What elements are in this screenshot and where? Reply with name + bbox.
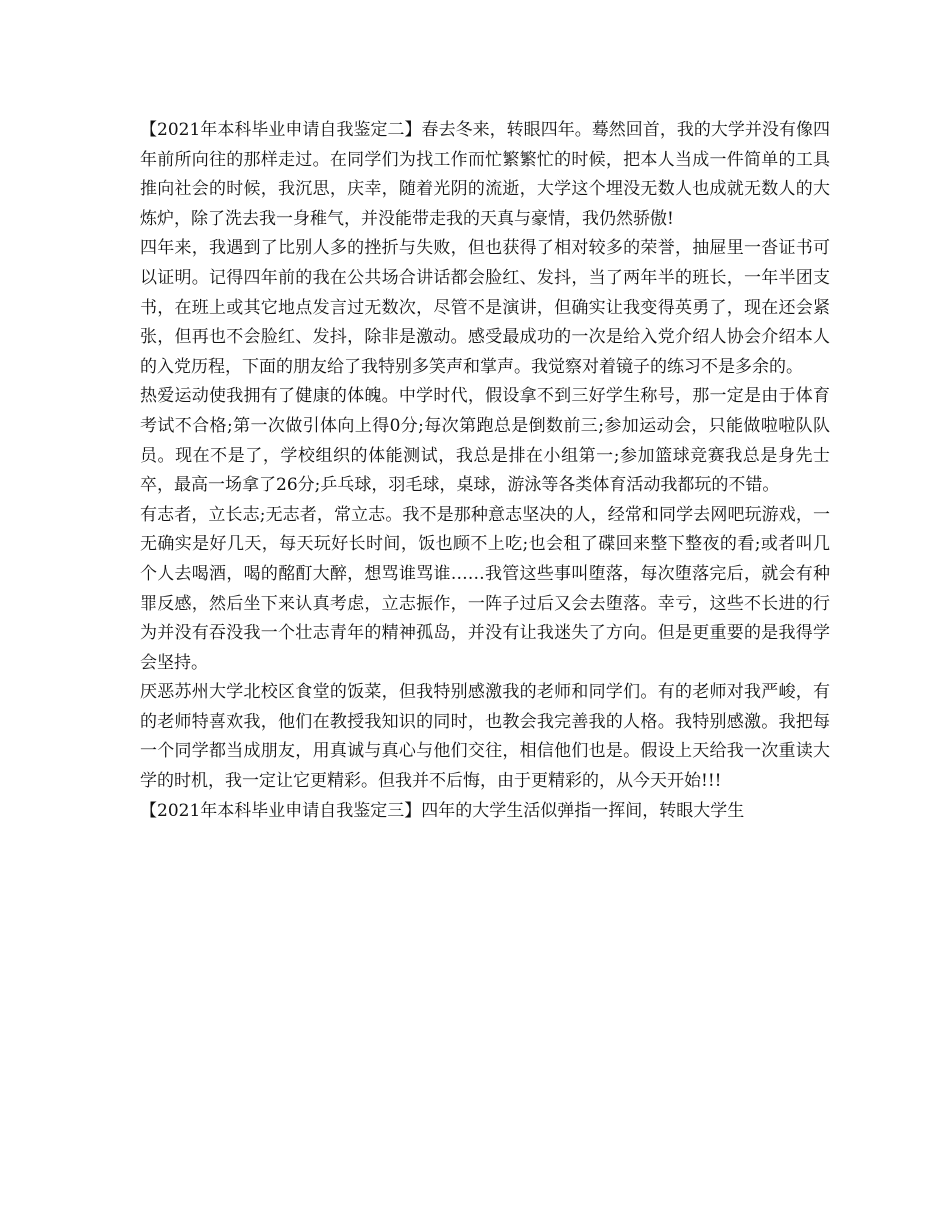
paragraph-3: 热爱运动使我拥有了健康的体魄。中学时代，假设拿不到三好学生称号，那一定是由于体育考试不合格;第一次做引体向上得0分;每次第跑总是倒数前三;参加运动会，只能做啦啦队队员。现在不是了，学校组织的体能测试，我总是排在小组第一;参加篮球竞赛我总是身先士卒，最高一场拿了26分;乒乓球，羽毛球，桌球，游泳等各类体育活动我都玩的不错。	[140, 386, 830, 496]
paragraph-4: 有志者，立长志;无志者，常立志。我不是那种意志坚决的人，经常和同学去网吧玩游戏，一无确实是好几天，每天玩好长时间，饭也顾不上吃;也会租了碟回来整下整夜的看;或者叫几个人去喝酒，喝的酩酊大醉，想骂谁骂谁……我管这些事叫堕落，每次堕落完后，就会有种罪反感，然后坐下来认真考虑，立志振作，一阵子过后又会去堕落。幸亏，这些不长进的行为并没有吞没我一个壮志青年的精神孤岛，并没有让我迷失了方向。但是更重要的是我得学会坚持。	[140, 504, 830, 673]
document-body	[140, 116, 830, 826]
paragraph-1: 【2021年本科毕业申请自我鉴定二】春去冬来，转眼四年。蓦然回首，我的大学并没有像四年前所向往的那样走过。在同学们为找工作而忙繁繁忙的时候，把本人当成一件简单的工具推向社会的时候，我沉思，庆幸，随着光阴的流逝，大学这个埋没无数人也成就无数人的大炼炉，除了洗去我一身稚气，并没能带走我的天真与豪情，我仍然骄傲!	[140, 120, 830, 229]
paragraph-2: 四年来，我遇到了比别人多的挫折与失败，但也获得了相对较多的荣誉，抽屉里一沓证书可以证明。记得四年前的我在公共场合讲话都会脸红、发抖，当了两年半的班长，一年半团支书，在班上或其它地点发言过无数次，尽管不是演讲，但确实让我变得英勇了，现在还会紧张，但再也不会脸红、发抖，除非是激动。感受最成功的一次是给入党介绍人协会介绍本人的入党历程，下面的朋友给了我特别多笑声和掌声。我觉察对着镜子的练习不是多余的。	[140, 238, 830, 377]
paragraph-6: 【2021年本科毕业申请自我鉴定三】四年的大学生活似弹指一挥间，转眼大学生	[140, 800, 745, 821]
paragraph-5: 厌恶苏州大学北校区食堂的饭菜，但我特别感激我的老师和同学们。有的老师对我严峻，有的老师特喜欢我，他们在教授我知识的同时，也教会我完善我的人格。我特别感激。我把每一个同学都当成朋友，用真诚与真心与他们交往，相信他们也是。假设上天给我一次重读大学的时机，我一定让它更精彩。但我并不后悔，由于更精彩的，从今天开始!!!	[140, 682, 830, 792]
